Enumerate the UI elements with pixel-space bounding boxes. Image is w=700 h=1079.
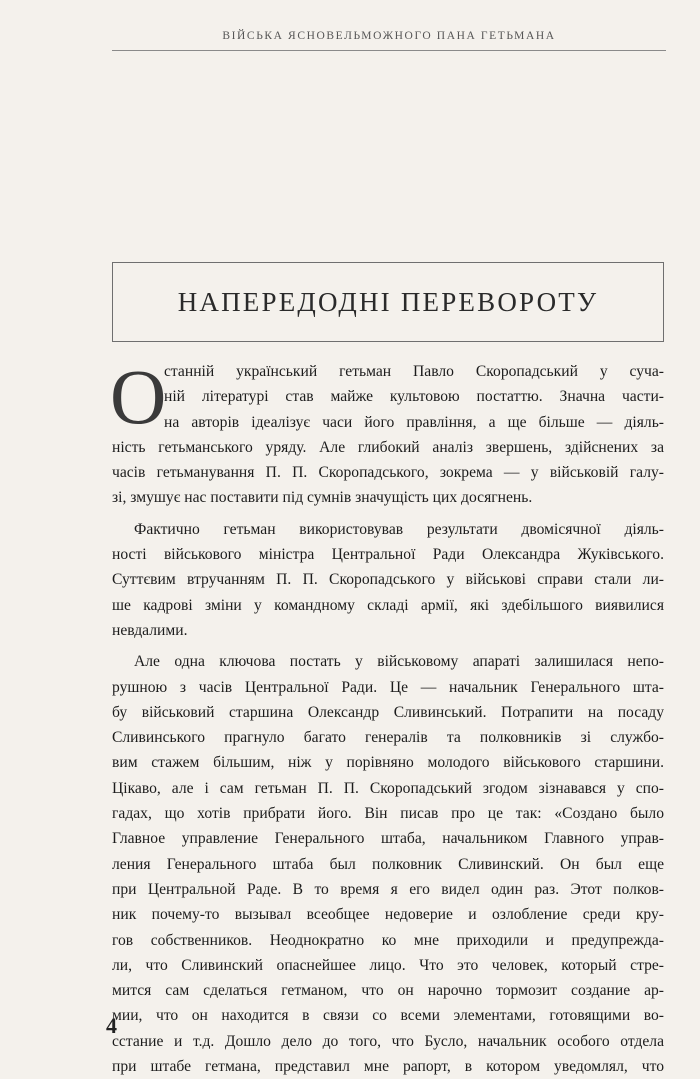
text-line: ності військового міністра Центральної Ради Олександра Жуківського. — [112, 546, 664, 564]
paragraph-3 — [112, 649, 664, 1079]
paragraph-2 — [112, 517, 664, 643]
text-line: невдалими. — [112, 621, 188, 639]
text-line: мии, что он находится в связи со всеми элементами, готовящими во- — [112, 1007, 664, 1025]
text-line: мится сам сделаться гетманом, что он нарочно тормозит создание ар- — [112, 982, 664, 1000]
page-number: 4 — [106, 1013, 117, 1038]
text-line: ше кадрові зміни у командному складі армії, які здебільшого виявилися — [112, 596, 664, 614]
text-line: Цікаво, але і сам гетьман П. П. Скоропадський згодом зізнавався у спо- — [112, 779, 664, 797]
text-line: Сливинського прагнуло багато генералів та полковників зі службо- — [112, 729, 664, 747]
text-line: вим стажем більшим, ніж у порівняно молодого військового старшини. — [112, 754, 664, 772]
text-line: гов собственников. Неоднократно ко мне приходили и предупрежда- — [112, 931, 664, 949]
paragraph-1 — [110, 353, 664, 511]
text-line: часів гетьманування П. П. Скоропадського, зокрема — у військовій галу- — [112, 464, 664, 482]
chapter-title: НАПЕРЕДОДНІ ПЕРЕВОРОТУ — [177, 286, 599, 317]
text-line: ли, что Сливинский опаснейшее лицо. Что это человек, который стре- — [112, 956, 664, 974]
text-line: зі, змушує нас поставити під сумнів значущість цих досягнень. — [112, 489, 533, 507]
text-line: Фактично гетьман використовував результати двомісячної діяль- — [134, 520, 664, 538]
text-line: Суттєвим втручанням П. П. Скоропадського у військові справи стали ли- — [112, 571, 664, 589]
text-line: при Центральной Раде. В то время я его видел один раз. Этот полков- — [112, 880, 664, 898]
running-header: ВІЙСЬКА ЯСНОВЕЛЬМОЖНОГО ПАНА ГЕТЬМАНА — [222, 30, 556, 42]
text-line: ній літературі став майже культовою постаттю. Значна части- — [164, 388, 664, 406]
text-line: ність гетьманського уряду. Але глибокий аналіз звершень, здійснених за — [112, 438, 664, 456]
body-text — [110, 353, 664, 1079]
text-line: рушною з часів Центральної Ради. Це — начальник Генерального шта- — [112, 678, 664, 696]
chapter-title-box — [112, 262, 664, 342]
text-line: станній український гетьман Павло Скоропадський у суча- — [164, 363, 664, 380]
text-line: бу військовий старшина Олександр Сливинський. Потрапити на посаду — [112, 703, 664, 721]
text-line: гадах, що хотів прибрати його. Він писав про це так: «Создано было — [112, 805, 664, 823]
drop-cap: О — [110, 353, 167, 440]
text-line: ник почему-то вызывал всеобщее недоверие и озлобление среди кру- — [112, 906, 664, 924]
header-rule — [112, 50, 666, 51]
text-line: Главное управление Генерального штаба, начальником Главного управ- — [112, 830, 664, 848]
text-line: ления Генерального штаба был полковник Сливинский. Он был еще — [112, 855, 664, 873]
text-line: на авторів ідеалізує часи його правління, а ще більше — діяль- — [164, 413, 664, 431]
text-line: при штабе гетмана, представил мне рапорт, в котором уведомлял, что — [112, 1058, 664, 1076]
text-line: сстание и т.д. Дошло дело до того, что Бусло, начальник особого отдела — [112, 1032, 664, 1050]
text-line: Але одна ключова постать у військовому апараті залишилася непо- — [134, 653, 664, 671]
